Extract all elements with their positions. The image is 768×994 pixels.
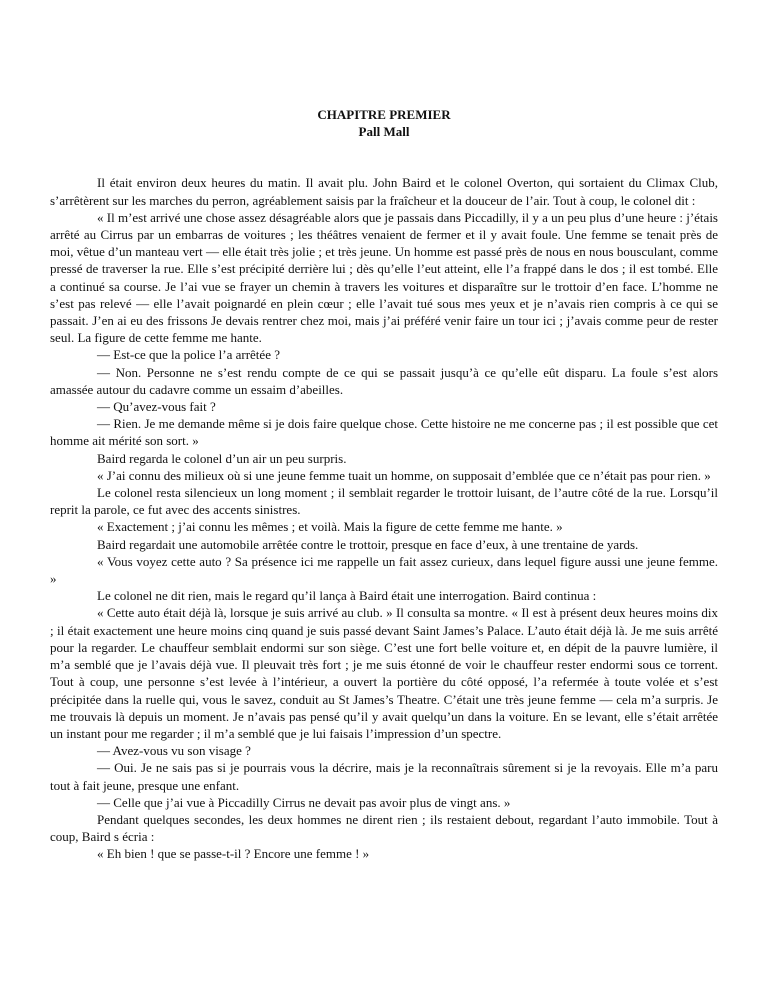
paragraph: « Eh bien ! que se passe-t-il ? Encore une femme ! » (97, 846, 370, 862)
paragraph: « J’ai connu des milieux où si une jeune femme tuait un homme, on supposait d’emblée que ce n’était pas pour rien. » (97, 467, 711, 483)
paragraph: — Rien. Je me demande même si je dois faire quelque chose. Cette histoire ne me concerne pas ; il est possible que cet homme ait mérité son sort. » (50, 416, 718, 449)
paragraph: — Celle que j’ai vue à Piccadilly Cirrus ne devait pas avoir plus de vingt ans. » (97, 794, 511, 810)
paragraph: — Qu’avez-vous fait ? (97, 399, 216, 415)
paragraph: — Est-ce que la police l’a arrêtée ? (97, 347, 280, 363)
paragraph: « Cette auto était déjà là, lorsque je suis arrivé au club. » Il consulta sa montre. « Il est à présent deux heures moins dix ; il était exactement une heure moins cinq quand je suis passé devant Saint James’s Palace. L’auto était déjà là. Je me suis arrêté pour la regarder. Le chauffeur semblait endormi sur son siège. C’est une fort belle voiture et, en dépit de la pauvre lumière, il m’a semblé que je l’avais déjà vue. Il pleuvait très fort ; je me suis étonné de voir le chauffeur rester endormi sous ce torrent. Tout à coup, une personne s’est levée à l’intérieur, a ouvert la portière du côté opposé, l’a refermée à toute volée et s’est précipitée dans la ruelle qui, vous le savez, conduit au St James’s Theatre. C’était une très jeune femme — cela m’a surpris. Je me trouvais là depuis un moment. Je n’avais pas pensé qu’il y avait quelqu’un dans la voiture. En se levant, elle s’était arrêtée un instant pour me regarder ; il m’a semblé que je lui faisais l’impression d’un spectre. (50, 605, 718, 741)
document-page (50, 106, 718, 863)
paragraph: Pendant quelques secondes, les deux hommes ne dirent rien ; ils restaient debout, regardant l’auto immobile. Tout à coup, Baird s écria : (50, 811, 718, 845)
paragraph: « Vous voyez cette auto ? Sa présence ici me rappelle un fait assez curieux, dans lequel figure aussi une jeune femme. » (50, 553, 718, 587)
paragraph: Baird regarda le colonel d’un air un peu surpris. (97, 450, 347, 466)
paragraph: — Non. Personne ne s’est rendu compte de ce qui se passait jusqu’à ce qu’elle eût disparu. La foule s’est alors amassée autour du cadavre comme un essaim d’abeilles. (50, 364, 718, 397)
paragraph: « Exactement ; j’ai connu les mêmes ; et voilà. Mais la figure de cette femme me hante. » (97, 519, 563, 535)
paragraph: — Oui. Je ne sais pas si je pourrais vous la décrire, mais je la reconnaîtrais sûrement si je la revoyais. Elle m’a paru tout à fait jeune, presque une enfant. (50, 760, 718, 793)
paragraph: « Il m’est arrivé une chose assez désagréable alors que je passais dans Piccadilly, il y a un peu plus d’une heure : j’étais arrêté au Cirrus par un embarras de voitures ; les théâtres venaient de fermer et il y avait foule. Une femme se tenait près de moi, vêtue d’un manteau vert — elle était très jolie ; et très jeune. Un homme est passé près de nous en nous bousculant, comme pressé de traverser la rue. Elle s’est précipité derrière lui ; dès qu’elle l’eut atteint, elle l’a frappé dans le dos ; il est tombé. Elle a continué sa course. Je l’ai vue se frayer un chemin à travers les voitures et disparaître sur le trottoir d’en face. L’homme ne s’est pas relevé — elle l’avait poignardé en plein cœur ; elle l’avait tué sous mes yeux et je n’avais rien compris à ce qui se passait. J’en ai eu des frissons Je devais rentrer chez moi, mais j’ai préféré venir faire un tour ici ; j’avais comme peur de rester seul. La figure de cette femme me hante. (50, 209, 718, 346)
body-text (50, 174, 718, 862)
paragraph: Le colonel ne dit rien, mais le regard qu’il lança à Baird était une interrogation. Baird continua : (97, 588, 597, 604)
chapter-subtitle: Pall Mall (358, 124, 410, 140)
heading-spacer (50, 140, 718, 174)
chapter-title: CHAPITRE PREMIER (317, 107, 451, 122)
paragraph: Il était environ deux heures du matin. Il avait plu. John Baird et le colonel Overton, qui sortaient du Climax Club, s’arrêtèrent sur les marches du perron, agréablement saisis par la fraîcheur et la douceur de l’air. Tout à coup, le colonel dit : (50, 175, 718, 208)
paragraph: — Avez-vous vu son visage ? (97, 743, 251, 759)
paragraph: Le colonel resta silencieux un long moment ; il semblait regarder le trottoir luisant, de l’autre côté de la rue. Lorsqu’il reprit la parole, ce fut avec des accents sinistres. (50, 485, 718, 518)
paragraph: Baird regardait une automobile arrêtée contre le trottoir, presque en face d’eux, à une trentaine de yards. (97, 536, 639, 552)
